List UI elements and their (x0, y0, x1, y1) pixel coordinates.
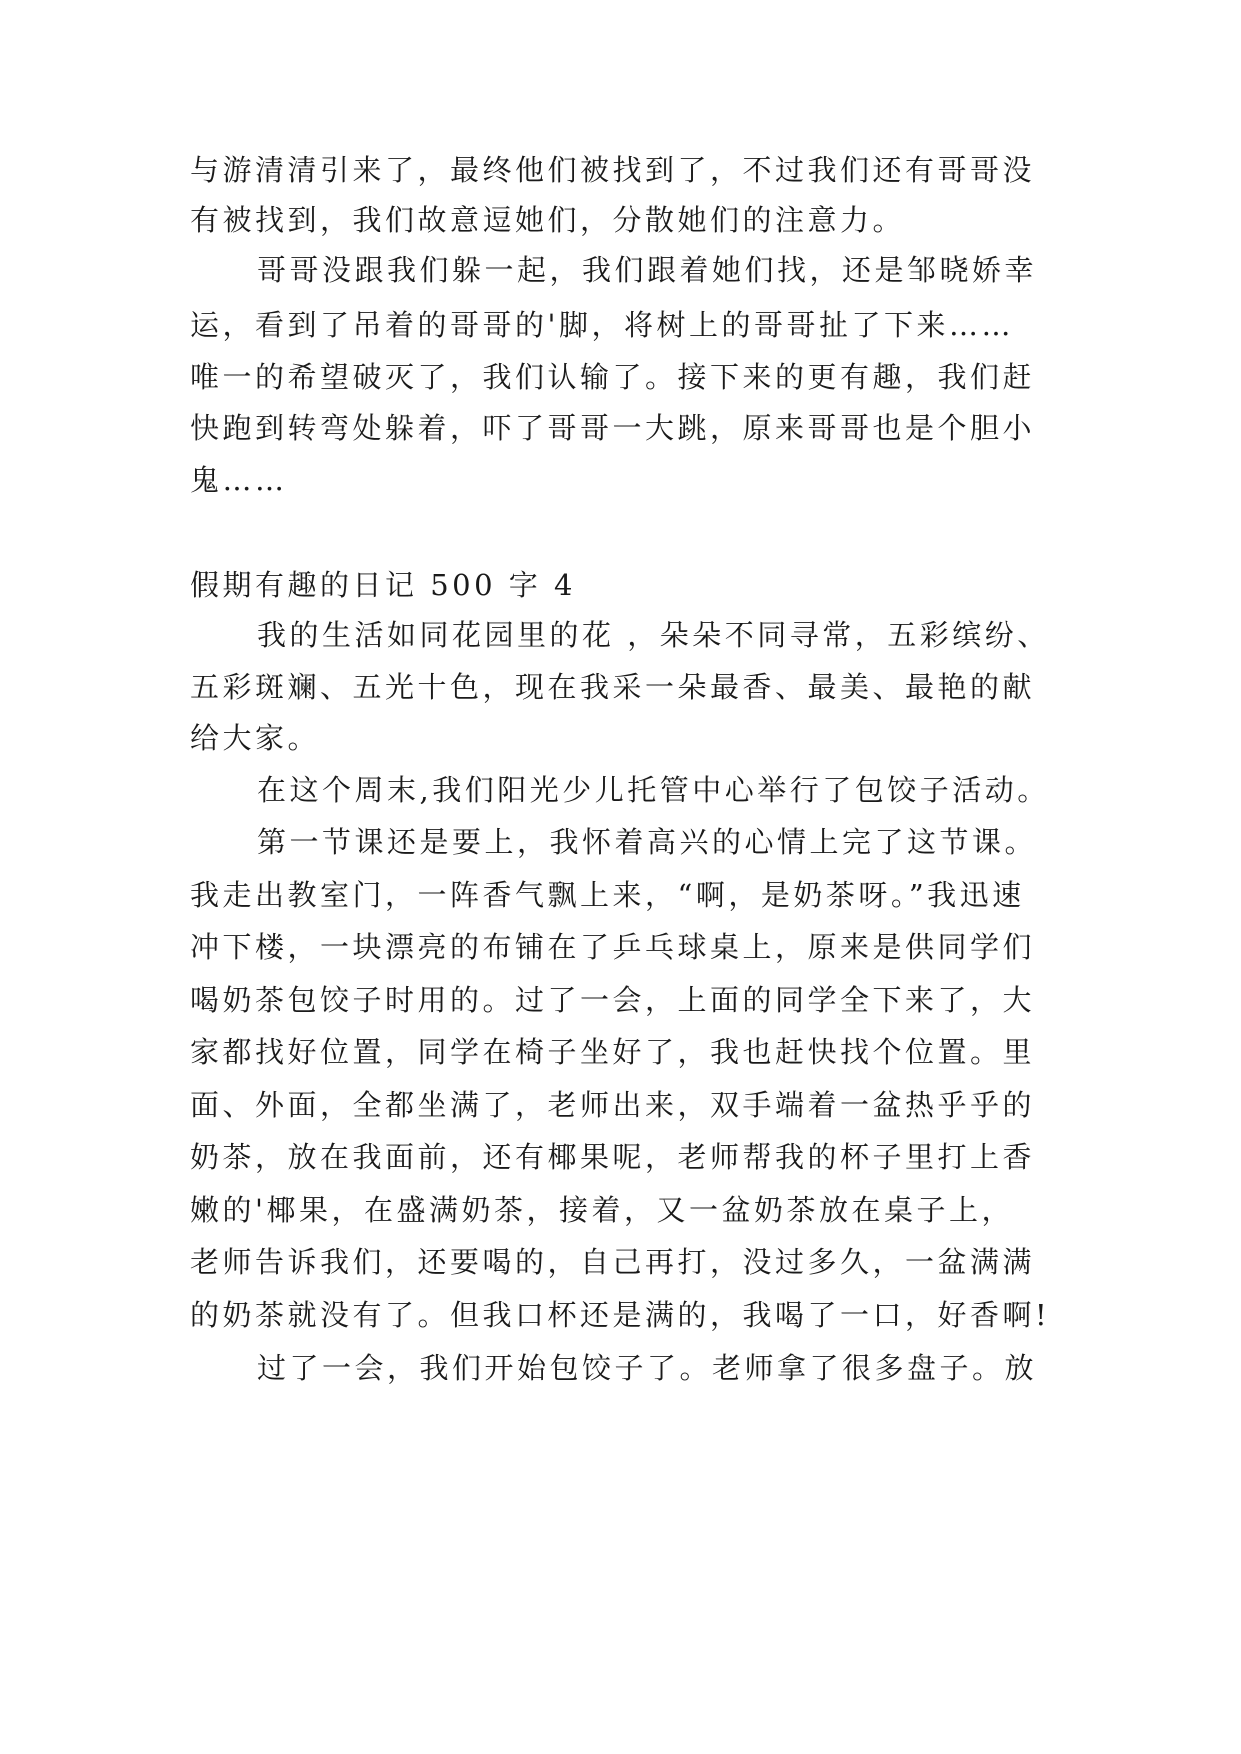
text-line: 五彩斑斓、五光十色，现在我采一朵最香、最美、最艳的献 (190, 670, 1036, 704)
text-line: 与游清清引来了，最终他们被找到了，不过我们还有哥哥没 (190, 153, 1036, 187)
paragraph-start: 哥哥没跟我们躲一起，我们跟着她们找，还是邹晓娇幸 (257, 253, 1038, 287)
paragraph-start: 过了一会，我们开始包饺子了。老师拿了很多盘子。放 (257, 1351, 1038, 1385)
text-line: 运，看到了吊着的哥哥的'脚，将树上的哥哥扯了下来…… (190, 308, 1014, 342)
text-line: 的奶茶就没有了。但我口杯还是满的，我喝了一口，好香啊! (190, 1298, 1051, 1332)
text-line: 快跑到转弯处躲着，吓了哥哥一大跳，原来哥哥也是个胆小 (190, 411, 1036, 445)
text-line: 鬼…… (190, 463, 288, 497)
text-line: 有被找到，我们故意逗她们，分散她们的注意力。 (190, 203, 906, 237)
text-line: 奶茶，放在我面前，还有椰果呢，老师帮我的杯子里打上香 (190, 1140, 1036, 1174)
text-line: 我走出教室门，一阵香气飘上来，“啊，是奶茶呀。”我迅速 (190, 878, 1025, 912)
text-line: 给大家。 (190, 721, 321, 755)
text-line: 喝奶茶包饺子时用的。过了一会，上面的同学全下来了，大 (190, 983, 1036, 1017)
text-line: 家都找好位置，同学在椅子坐好了，我也赶快找个位置。里 (190, 1035, 1036, 1069)
text-line: 冲下楼，一块漂亮的布铺在了乒乓球桌上，原来是供同学们 (190, 930, 1036, 964)
text-line: 嫩的'椰果，在盛满奶茶，接着，又一盆奶茶放在桌子上， (190, 1193, 1014, 1227)
paragraph-start: 第一节课还是要上，我怀着高兴的心情上完了这节课。 (257, 825, 1038, 859)
paragraph-start: 在这个周末,我们阳光少儿托管中心举行了包饺子活动。 (257, 773, 1050, 807)
paragraph-start: 我的生活如同花园里的花 ，朵朵不同寻常，五彩缤纷、 (257, 618, 1050, 652)
text-line: 老师告诉我们，还要喝的，自己再打，没过多久，一盆满满 (190, 1245, 1036, 1279)
text-line: 面、外面，全都坐满了，老师出来，双手端着一盆热乎乎的 (190, 1088, 1036, 1122)
section-heading: 假期有趣的日记 500 字 4 (190, 568, 576, 602)
text-line: 唯一的希望破灭了，我们认输了。接下来的更有趣，我们赶 (190, 360, 1036, 394)
